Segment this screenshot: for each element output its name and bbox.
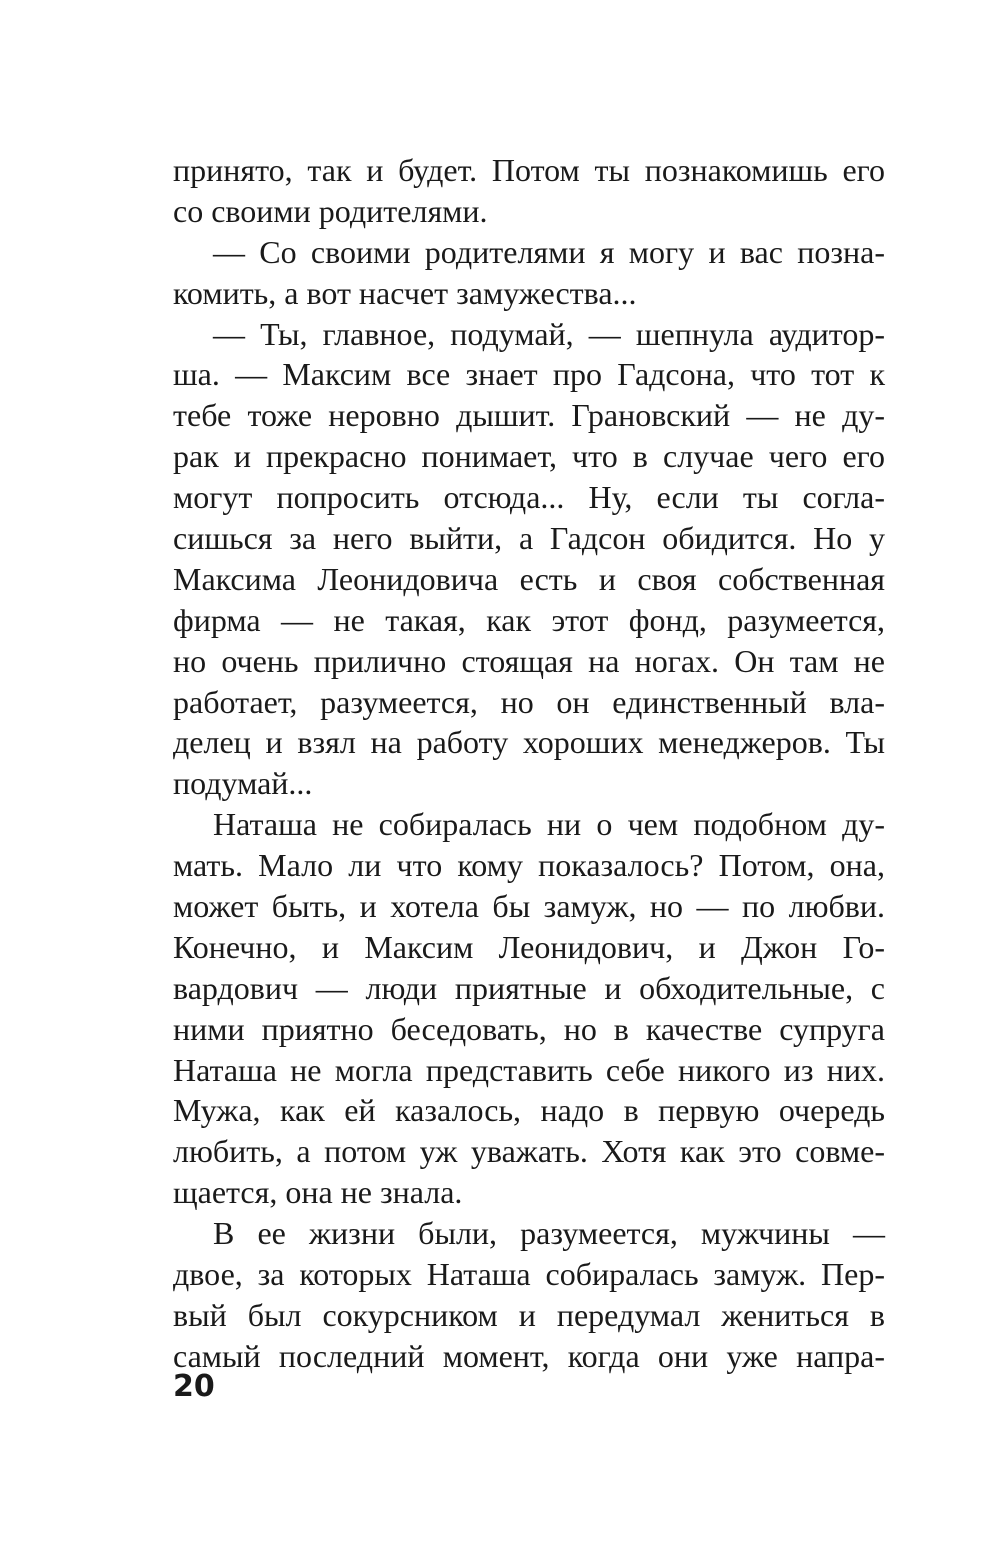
body-text xyxy=(173,150,885,1377)
text-line: — Со своими родителями я могу и вас позна- xyxy=(213,233,885,270)
text-line: ними приятно беседовать, но в качестве супруга xyxy=(173,1010,885,1047)
text-line: вый был сокурсником и передумал жениться в xyxy=(173,1296,885,1333)
text-line: тебе тоже неровно дышит. Грановский — не ду- xyxy=(173,397,885,434)
text-line: делец и взял на работу хороших менеджеров. Ты xyxy=(173,724,885,761)
text-line: любить, а потом уж уважать. Хотя как это совме- xyxy=(173,1133,885,1170)
text-line: со своими родителями. xyxy=(173,192,488,229)
text-line: ша. — Максим все знает про Гадсона, что тот к xyxy=(173,356,885,393)
text-line: но очень прилично стоящая на ногах. Он там не xyxy=(173,642,885,679)
text-line: Максима Леонидовича есть и своя собственная xyxy=(173,560,885,597)
text-line: сишься за него выйти, а Гадсон обидится. Но у xyxy=(173,520,885,557)
text-line: вардович — люди приятные и обходительные, с xyxy=(173,969,885,1006)
page-number: 20 xyxy=(173,1369,215,1404)
text-line: мать. Мало ли что кому показалось? Потом, она, xyxy=(173,847,885,884)
text-line: — Ты, главное, подумай, — шепнула аудитор- xyxy=(213,315,885,352)
text-line: Конечно, и Максим Леонидович, и Джон Го- xyxy=(173,928,885,965)
text-line: Наташа не собиралась ни о чем подобном ду- xyxy=(213,806,885,843)
text-line: двое, за которых Наташа собиралась замуж. Пер- xyxy=(173,1256,885,1293)
text-line: В ее жизни были, разумеется, мужчины — xyxy=(213,1215,885,1252)
text-line: работает, разумеется, но он единственный вла- xyxy=(173,683,885,720)
text-line: Наташа не могла представить себе никого из них. xyxy=(173,1051,885,1088)
text-line: комить, а вот насчет замужества... xyxy=(173,274,637,311)
text-line: могут попросить отсюда... Ну, если ты согла- xyxy=(173,479,885,516)
text-line: принято, так и будет. Потом ты познакомишь его xyxy=(173,152,885,188)
text-line: Мужа, как ей казалось, надо в первую очередь xyxy=(173,1092,885,1129)
text-line: самый последний момент, когда они уже напра- xyxy=(173,1337,885,1374)
text-line: рак и прекрасно понимает, что в случае чего его xyxy=(173,438,885,475)
text-line: подумай... xyxy=(173,765,313,802)
text-line: фирма — не такая, как этот фонд, разумеется, xyxy=(173,601,885,638)
text-line: может быть, и хотела бы замуж, но — по любви. xyxy=(173,888,885,925)
text-line: щается, она не знала. xyxy=(173,1174,463,1211)
